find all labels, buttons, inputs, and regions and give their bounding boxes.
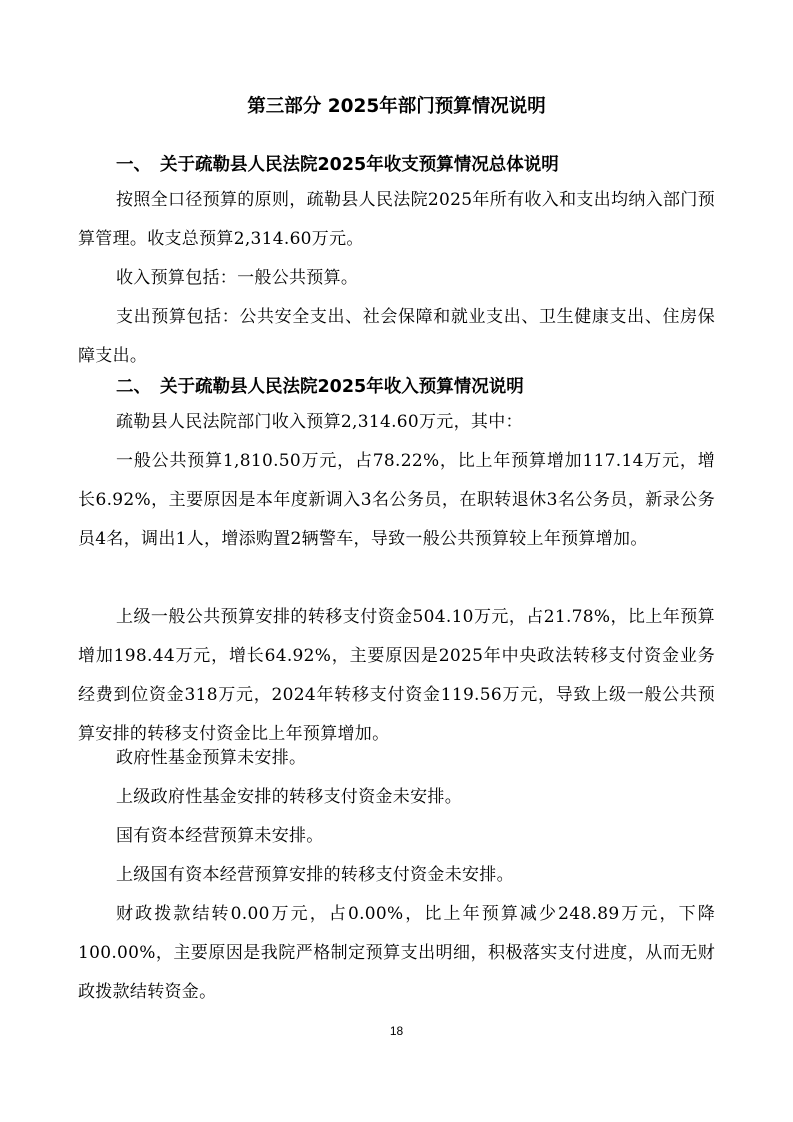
- section-1-paragraph-2: 收入预算包括：一般公共预算。: [116, 268, 359, 288]
- section-2-paragraph-2: 一般公共预算1,810.50万元，占78.22%，比上年预算增加117.14万元，增长6.92%，主要原因是本年度新调入3名公务员，在职转退休3名公务员，新录公务员4名，调出1人，增添购置2辆警车，导致一般公共预算较上年预算增加。: [78, 451, 715, 549]
- section-2-paragraph-3: 上级一般公共预算安排的转移支付资金504.10万元，占21.78%，比上年预算增加198.44万元，增长64.92%，主要原因是2025年中央政法转移支付资金业务经费到位资金318万元，2024年转移支付资金119.56万元，导致上级一般公共预算安排的转移支付资金比上年预算增加。: [78, 607, 715, 744]
- section-2-paragraph-8: 财政拨款结转0.00万元，占0.00%，比上年预算减少248.89万元，下降100.00%，主要原因是我院严格制定预算支出明细，积极落实支付进度，从而无财政拨款结转资金。: [78, 904, 715, 1002]
- section-2-paragraph-6: 国有资本经营预算未安排。: [116, 826, 324, 846]
- section-1-heading-text: 关于疏勒县人民法院2025年收支预算情况总体说明: [160, 155, 559, 175]
- page-title: 第三部分 2025年部门预算情况说明: [247, 96, 546, 117]
- section-1-paragraph-1: 按照全口径预算的原则，疏勒县人民法院2025年所有收入和支出均纳入部门预算管理。收支总预算2,314.60万元。: [78, 190, 715, 249]
- section-1-paragraph-3: 支出预算包括：公共安全支出、社会保障和就业支出、卫生健康支出、住房保障支出。: [78, 307, 715, 366]
- section-2-paragraph-4: 政府性基金预算未安排。: [116, 748, 307, 768]
- section-2-paragraph-5: 上级政府性基金安排的转移支付资金未安排。: [116, 787, 462, 807]
- section-2-paragraph-7: 上级国有资本经营预算安排的转移支付资金未安排。: [116, 865, 514, 885]
- section-1-number: 一、: [116, 155, 151, 175]
- section-2-paragraph-1: 疏勒县人民法院部门收入预算2,314.60万元，其中：: [116, 412, 523, 432]
- page-number: 18: [389, 1024, 404, 1038]
- section-2-heading: [116, 372, 524, 402]
- section-2-heading-text: 关于疏勒县人民法院2025年收入预算情况说明: [160, 377, 524, 397]
- section-1-heading: [116, 150, 559, 180]
- section-2-number: 二、: [116, 377, 151, 397]
